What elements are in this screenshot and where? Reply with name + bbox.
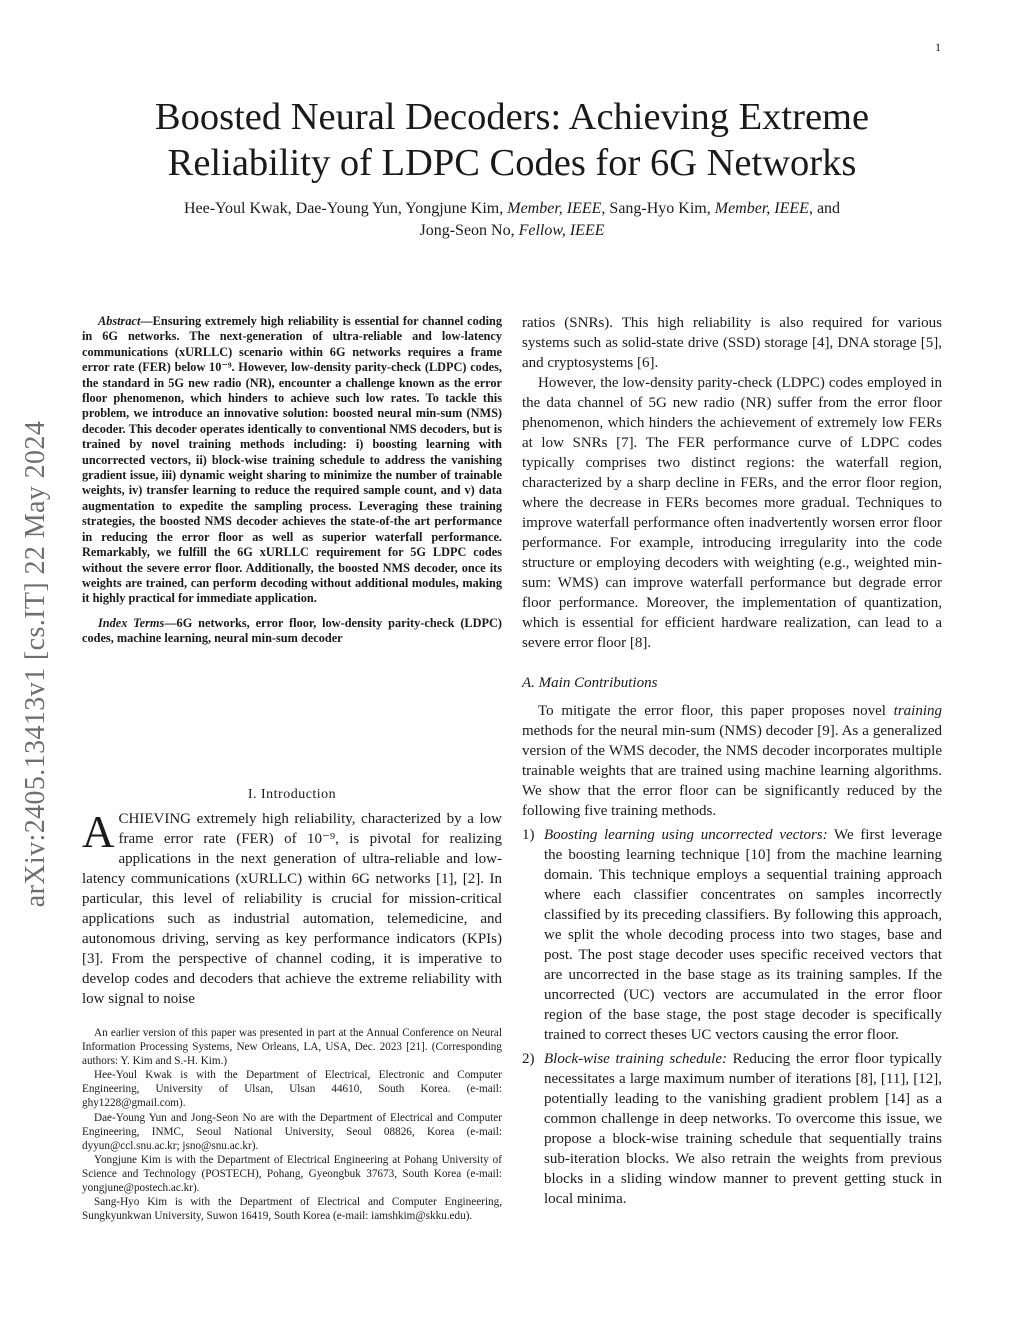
list-item-title: Block-wise training schedule: [544, 1051, 727, 1067]
member-title-2: Member, IEEE [714, 200, 809, 217]
authors-names-2: , Sang-Hyo Kim, [601, 200, 715, 217]
p3-text-a: To mitigate the error floor, this paper proposes novel [538, 703, 894, 719]
abstract-paragraph [82, 314, 502, 607]
footnotes [82, 1026, 502, 1223]
abstract-text: —Ensuring extremely high reliability is essential for channel coding in 6G networks. The next-generation of ultra-reliable and low-latency communications (xURLLC) scenario within 6G networks requires a frame error rate (FER) below 10⁻⁹. However, low-density parity-check (LDPC) codes, the standard in 5G new radio (NR), encounter a challenge known as the error floor phenomenon, which hinders to achieve such low rates. To tackle this problem, we introduce an innovative solution: boosted neural min-sum (NMS) decoder. This decoder operates identically to conventional NMS decoders, but is trained by novel training methods including: i) boosting learning with uncorrected vectors, ii) block-wise training schedule to address the vanishing gradient issue, iii) dynamic weight sharing to minimize the number of trainable weights, iv) transfer learning to reduce the required sample count, and v) data augmentation to expedite the sampling process. Leveraging these training strategies, the boosted NMS decoder achieves the state-of-the art performance in reducing the error floor as well as superior waterfall performance. Remarkably, we fulfill the 6G xURLLC requirement for 5G LDPC codes without the severe error floor. Additionally, the boosted NMS decoder, once its weights are trained, can perform decoding without additional modules, making it highly practical for immediate application. [82, 314, 502, 606]
subsection-heading: A. Main Contributions [522, 675, 658, 691]
footnote-kim-sanghyo: Sang-Hyo Kim is with the Department of Electrical and Computer Engineering, Sungkyunkwan University, Suwon 16419, South Korea (e-mail: iamshkim@skku.edu). [82, 1196, 502, 1223]
right-column [522, 313, 942, 1209]
list-item-text: We first leverage the boosting learning technique [10] from the machine learning domain. This technique employs a sequential training approach where each classifier concentrates on samples incorrectly classified by its preceding classifiers. By following this approach, we split the whole decoding process into two stages, base and post. The post stage decoder uses specific received vectors that are uncorrected in the base stage as its training samples. If the uncorrected (UC) vectors are accumulated in the error floor region of the base stage, the post stage decoder is specifically trained to correct theses UC vectors causing the error floor. [544, 827, 942, 1043]
index-terms-text: —6G networks, error floor, low-density parity-check (LDPC) codes, machine learning, neural min-sum decoder [82, 615, 502, 646]
authors-line-1 [60, 198, 964, 220]
list-item-number: 2) [522, 1051, 535, 1067]
list-item [522, 825, 942, 1045]
introduction-body [82, 809, 502, 1009]
footnote-yun-no: Dae-Young Yun and Jong-Seon No are with the Department of Electrical and Computer Engineering, INMC, Seoul National University, Seoul 08826, Korea (e-mail: dyyun@ccl.snu.ac.kr; jsno@snu.ac.kr). [82, 1111, 502, 1152]
right-paragraph-1: ratios (SNRs). This high reliability is also required for various systems such as solid-state drive (SSD) storage [4], DNA storage [5], and cryptosystems [6]. [522, 315, 942, 371]
list-item [522, 1049, 942, 1209]
author-list [60, 198, 964, 242]
member-title-1: Member, IEEE [507, 200, 602, 217]
authors-names-1: Hee-Youl Kwak, Dae-Young Yun, Yongjune Kim, [183, 200, 508, 217]
intro-text: CHIEVING extremely high reliability, characterized by a low frame error rate (FER) of 10⁻⁹, is pivotal for realizing applications in the next generation of ultra-reliable and low-latency communications (xURLLC) within 6G networks [1], [2]. In particular, this level of reliability is crucial for mission-critical applications such as industrial automation, telemedicine, and autonomous driving, serving as key performance indicators (KPIs) [3]. From the perspective of channel coding, it is imperative to develop codes and decoders that achieve the extreme reliability with low signal to noise [82, 811, 502, 1007]
abstract-block [82, 314, 502, 647]
index-terms-label: Index Terms [98, 615, 165, 630]
right-paragraph-2: However, the low-density parity-check (LDPC) codes employed in the data channel of 5G new radio (NR) suffer from the error floor phenomenon, which hinders the achievement of extremely low FERs at low SNRs [7]. The FER performance curve of LDPC codes typically comprises two distinct regions: the waterfall region, characterized by a sharp decline in FERs, and the error floor region, where the decrease in FERs becomes more gradual. Techniques to improve waterfall performance often inadvertently worsen error floor performance. For example, introducing irregularity into the code structure or employing decoders with weighting (e.g., weighted min-sum: WMS) can improve waterfall performance but degrade error floor performance. Moreover, the implementation of quantization, which is essential for efficient hardware realization, can lead to a severe error floor [8]. [522, 375, 942, 651]
index-terms-paragraph [82, 616, 502, 647]
page-number: 1 [935, 40, 941, 54]
footnote-kwak: Hee-Youl Kwak is with the Department of Electrical, Electronic and Computer Engineering, University of Ulsan, Ulsan 44610, South Korea. (e-mail: ghy1228@gmail.com). [82, 1069, 502, 1110]
list-item-text: Reducing the error floor typically necessitates a large maximum number of iterations [8], [11], [12], potentially leading to the vanishing gradient problem [14] as a common challenge in deep networks. To overcome this issue, we propose a block-wise training schedule that sequentially trains sub-iteration blocks. We also retrain the weights from previous blocks in a sliding window manner to prevent getting stuck in local minima. [544, 1051, 942, 1207]
list-item-title: Boosting learning using uncorrected vectors: [544, 827, 828, 843]
right-paragraph-3 [522, 701, 942, 821]
intro-paragraph [82, 809, 502, 1009]
p3-italic: training [893, 703, 942, 719]
paper-title [60, 94, 964, 186]
authors-line-2 [60, 220, 964, 242]
footnote-kim-yongjune: Yongjune Kim is with the Department of Electrical Engineering at Pohang University of Science and Technology (POSTECH), Pohang, Gyeongbuk 37673, South Korea (e-mail: yongjune@postech.ac.kr). [82, 1153, 502, 1195]
p3-text-b: methods for the neural min-sum (NMS) decoder [9]. As a generalized version of the WMS decoder, the NMS decoder incorporates multiple trainable weights that are trained using machine learning algorithms. We show that the error floor can be significantly reduced by the following five training methods. [522, 723, 942, 819]
arxiv-identifier: arXiv:2405.13413v1 [cs.IT] 22 May 2024 [20, 420, 51, 908]
footnote-conference: An earlier version of this paper was presented in part at the Annual Conference on Neural Information Processing Systems, New Orleans, LA, USA, Dec. 2023 [21]. (Corresponding authors: Y. Kim and S.-H. Kim.) [82, 1027, 502, 1068]
authors-names-3: Jong-Seon No, [419, 222, 519, 239]
title-line-1: Boosted Neural Decoders: Achieving Extreme [154, 96, 870, 138]
list-item-number: 1) [522, 827, 535, 843]
dropcap-letter: A [82, 807, 115, 857]
title-line-2: Reliability of LDPC Codes for 6G Networks [167, 142, 857, 184]
abstract-label: Abstract [98, 314, 141, 328]
section-heading-introduction: I. Introduction [247, 787, 337, 802]
fellow-title: Fellow, IEEE [518, 222, 605, 239]
authors-and: , and [808, 200, 841, 217]
